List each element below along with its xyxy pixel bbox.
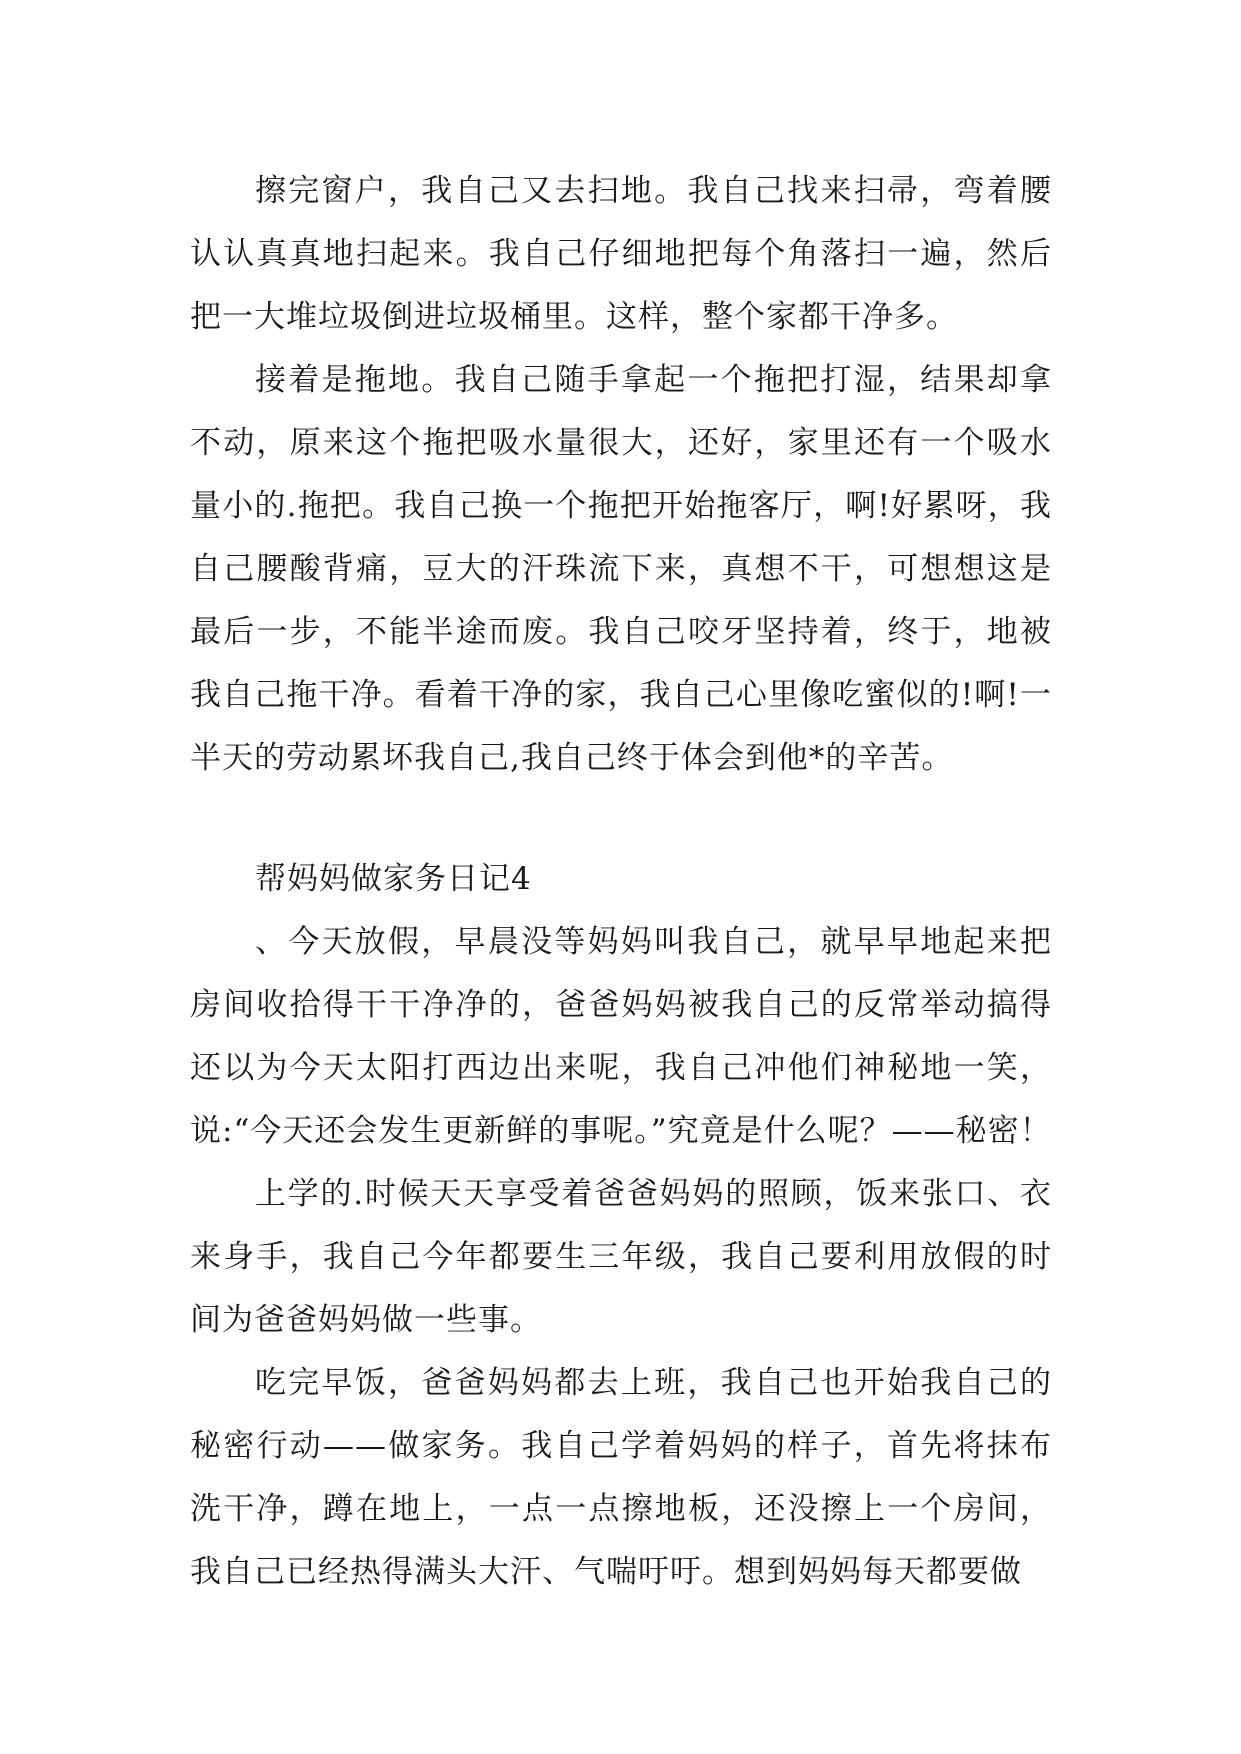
paragraph-housework: 吃完早饭，爸爸妈妈都去上班，我自己也开始我自己的秘密行动——做家务。我自己学着妈妈的样子，首先将抹布洗干净，蹲在地上，一点一点擦地板，还没擦上一个房间，我自己已经热得满头大汗、气喘吁吁。想到妈妈每天都要做	[190, 1365, 1052, 1590]
section-title: 帮妈妈做家务日记4	[255, 861, 532, 897]
paragraph-sweeping: 擦完窗户，我自己又去扫地。我自己找来扫帚，弯着腰认认真真地扫起来。我自己仔细地把每个角落扫一遍，然后把一大堆垃圾倒进垃圾桶里。这样，整个家都干净多。	[190, 173, 1052, 335]
paragraph-mopping: 接着是拖地。我自己随手拿起一个拖把打湿，结果却拿不动，原来这个拖把吸水量很大，还好，家里还有一个吸水量小的.拖把。我自己换一个拖把开始拖客厅，啊!好累呀，我自己腰酸背痛，豆大的汗珠流下来，真想不干，可想想这是最后一步，不能半途而废。我自己咬牙坚持着，终于，地被我自己拖干净。看着干净的家，我自己心里像吃蜜似的!啊!一半天的劳动累坏我自己,我自己终于体会到他*的辛苦。	[190, 362, 1052, 776]
paragraph-holiday: 、今天放假，早晨没等妈妈叫我自己，就早早地起来把房间收拾得干干净净的，爸爸妈妈被我自己的反常举动搞得还以为今天太阳打西边出来呢，我自己冲他们神秘地一笑，说:“今天还会发生更新鲜的事呢。”究竟是什么呢？——秘密！	[190, 924, 1052, 1149]
paragraph-school: 上学的.时候天天享受着爸爸妈妈的照顾，饭来张口、衣来身手，我自己今年都要生三年级，我自己要利用放假的时间为爸爸妈妈做一些事。	[190, 1176, 1052, 1338]
document-body	[190, 160, 1052, 1604]
